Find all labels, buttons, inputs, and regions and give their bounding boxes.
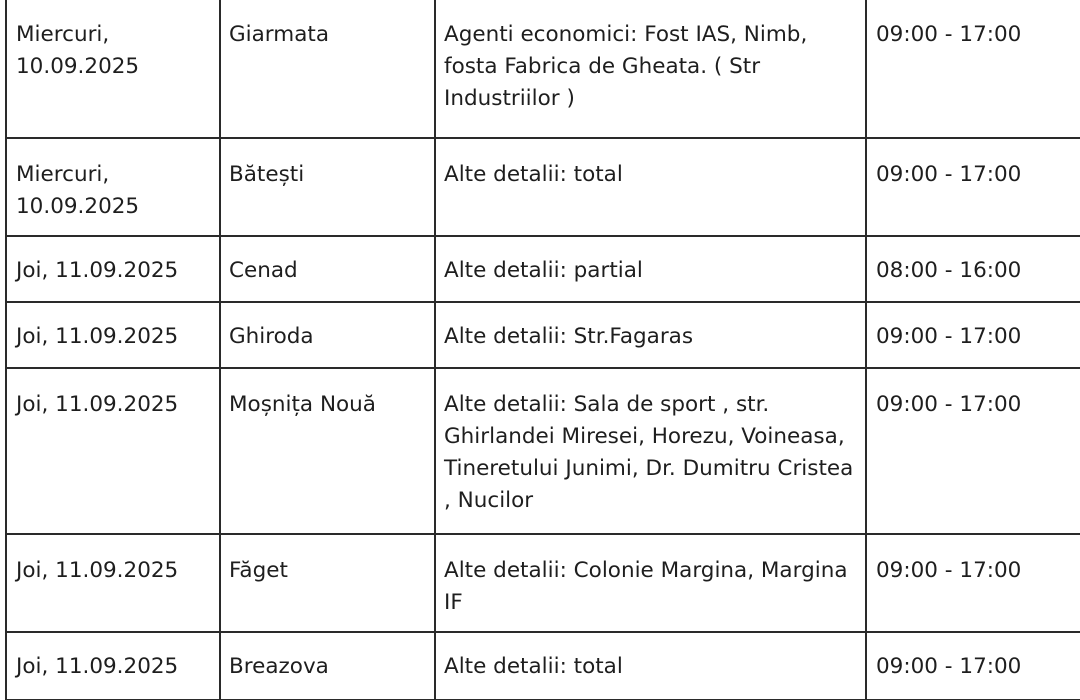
outage-schedule-table [5, 0, 1080, 700]
details-cell: Alte detalii: partial [435, 236, 866, 302]
location-cell: Bătești [220, 138, 435, 236]
table-row [6, 236, 1080, 302]
hours-cell: 08:00 - 16:00 [866, 236, 1080, 302]
details-cell: Agenti economici: Fost IAS, Nimb, fosta Fabrica de Gheata. ( Str Industriilor ) [435, 0, 866, 138]
hours-cell: 09:00 - 17:00 [866, 368, 1080, 534]
location-cell: Cenad [220, 236, 435, 302]
location-cell: Giarmata [220, 0, 435, 138]
details-cell: Alte detalii: total [435, 138, 866, 236]
date-cell: Joi, 11.09.2025 [6, 534, 220, 632]
hours-cell: 09:00 - 17:00 [866, 302, 1080, 368]
table-row [6, 302, 1080, 368]
location-cell: Făget [220, 534, 435, 632]
location-cell: Breazova [220, 632, 435, 700]
table-row [6, 368, 1080, 534]
date-cell: Miercuri, 10.09.2025 [6, 138, 220, 236]
hours-cell: 09:00 - 17:00 [866, 534, 1080, 632]
date-cell: Joi, 11.09.2025 [6, 302, 220, 368]
table-row [6, 534, 1080, 632]
hours-cell: 09:00 - 17:00 [866, 138, 1080, 236]
hours-cell: 09:00 - 17:00 [866, 0, 1080, 138]
details-cell: Alte detalii: total [435, 632, 866, 700]
location-cell: Ghiroda [220, 302, 435, 368]
details-cell: Alte detalii: Colonie Margina, Margina IF [435, 534, 866, 632]
date-cell: Joi, 11.09.2025 [6, 236, 220, 302]
table-row [6, 138, 1080, 236]
location-cell: Moșnița Nouă [220, 368, 435, 534]
details-cell: Alte detalii: Str.Fagaras [435, 302, 866, 368]
date-cell: Joi, 11.09.2025 [6, 368, 220, 534]
table-row [6, 632, 1080, 700]
table-row [6, 0, 1080, 138]
date-cell: Joi, 11.09.2025 [6, 632, 220, 700]
date-cell: Miercuri, 10.09.2025 [6, 0, 220, 138]
hours-cell: 09:00 - 17:00 [866, 632, 1080, 700]
details-cell: Alte detalii: Sala de sport , str. Ghirlandei Miresei, Horezu, Voineasa, Tineretului Junimi, Dr. Dumitru Cristea , Nucilor [435, 368, 866, 534]
